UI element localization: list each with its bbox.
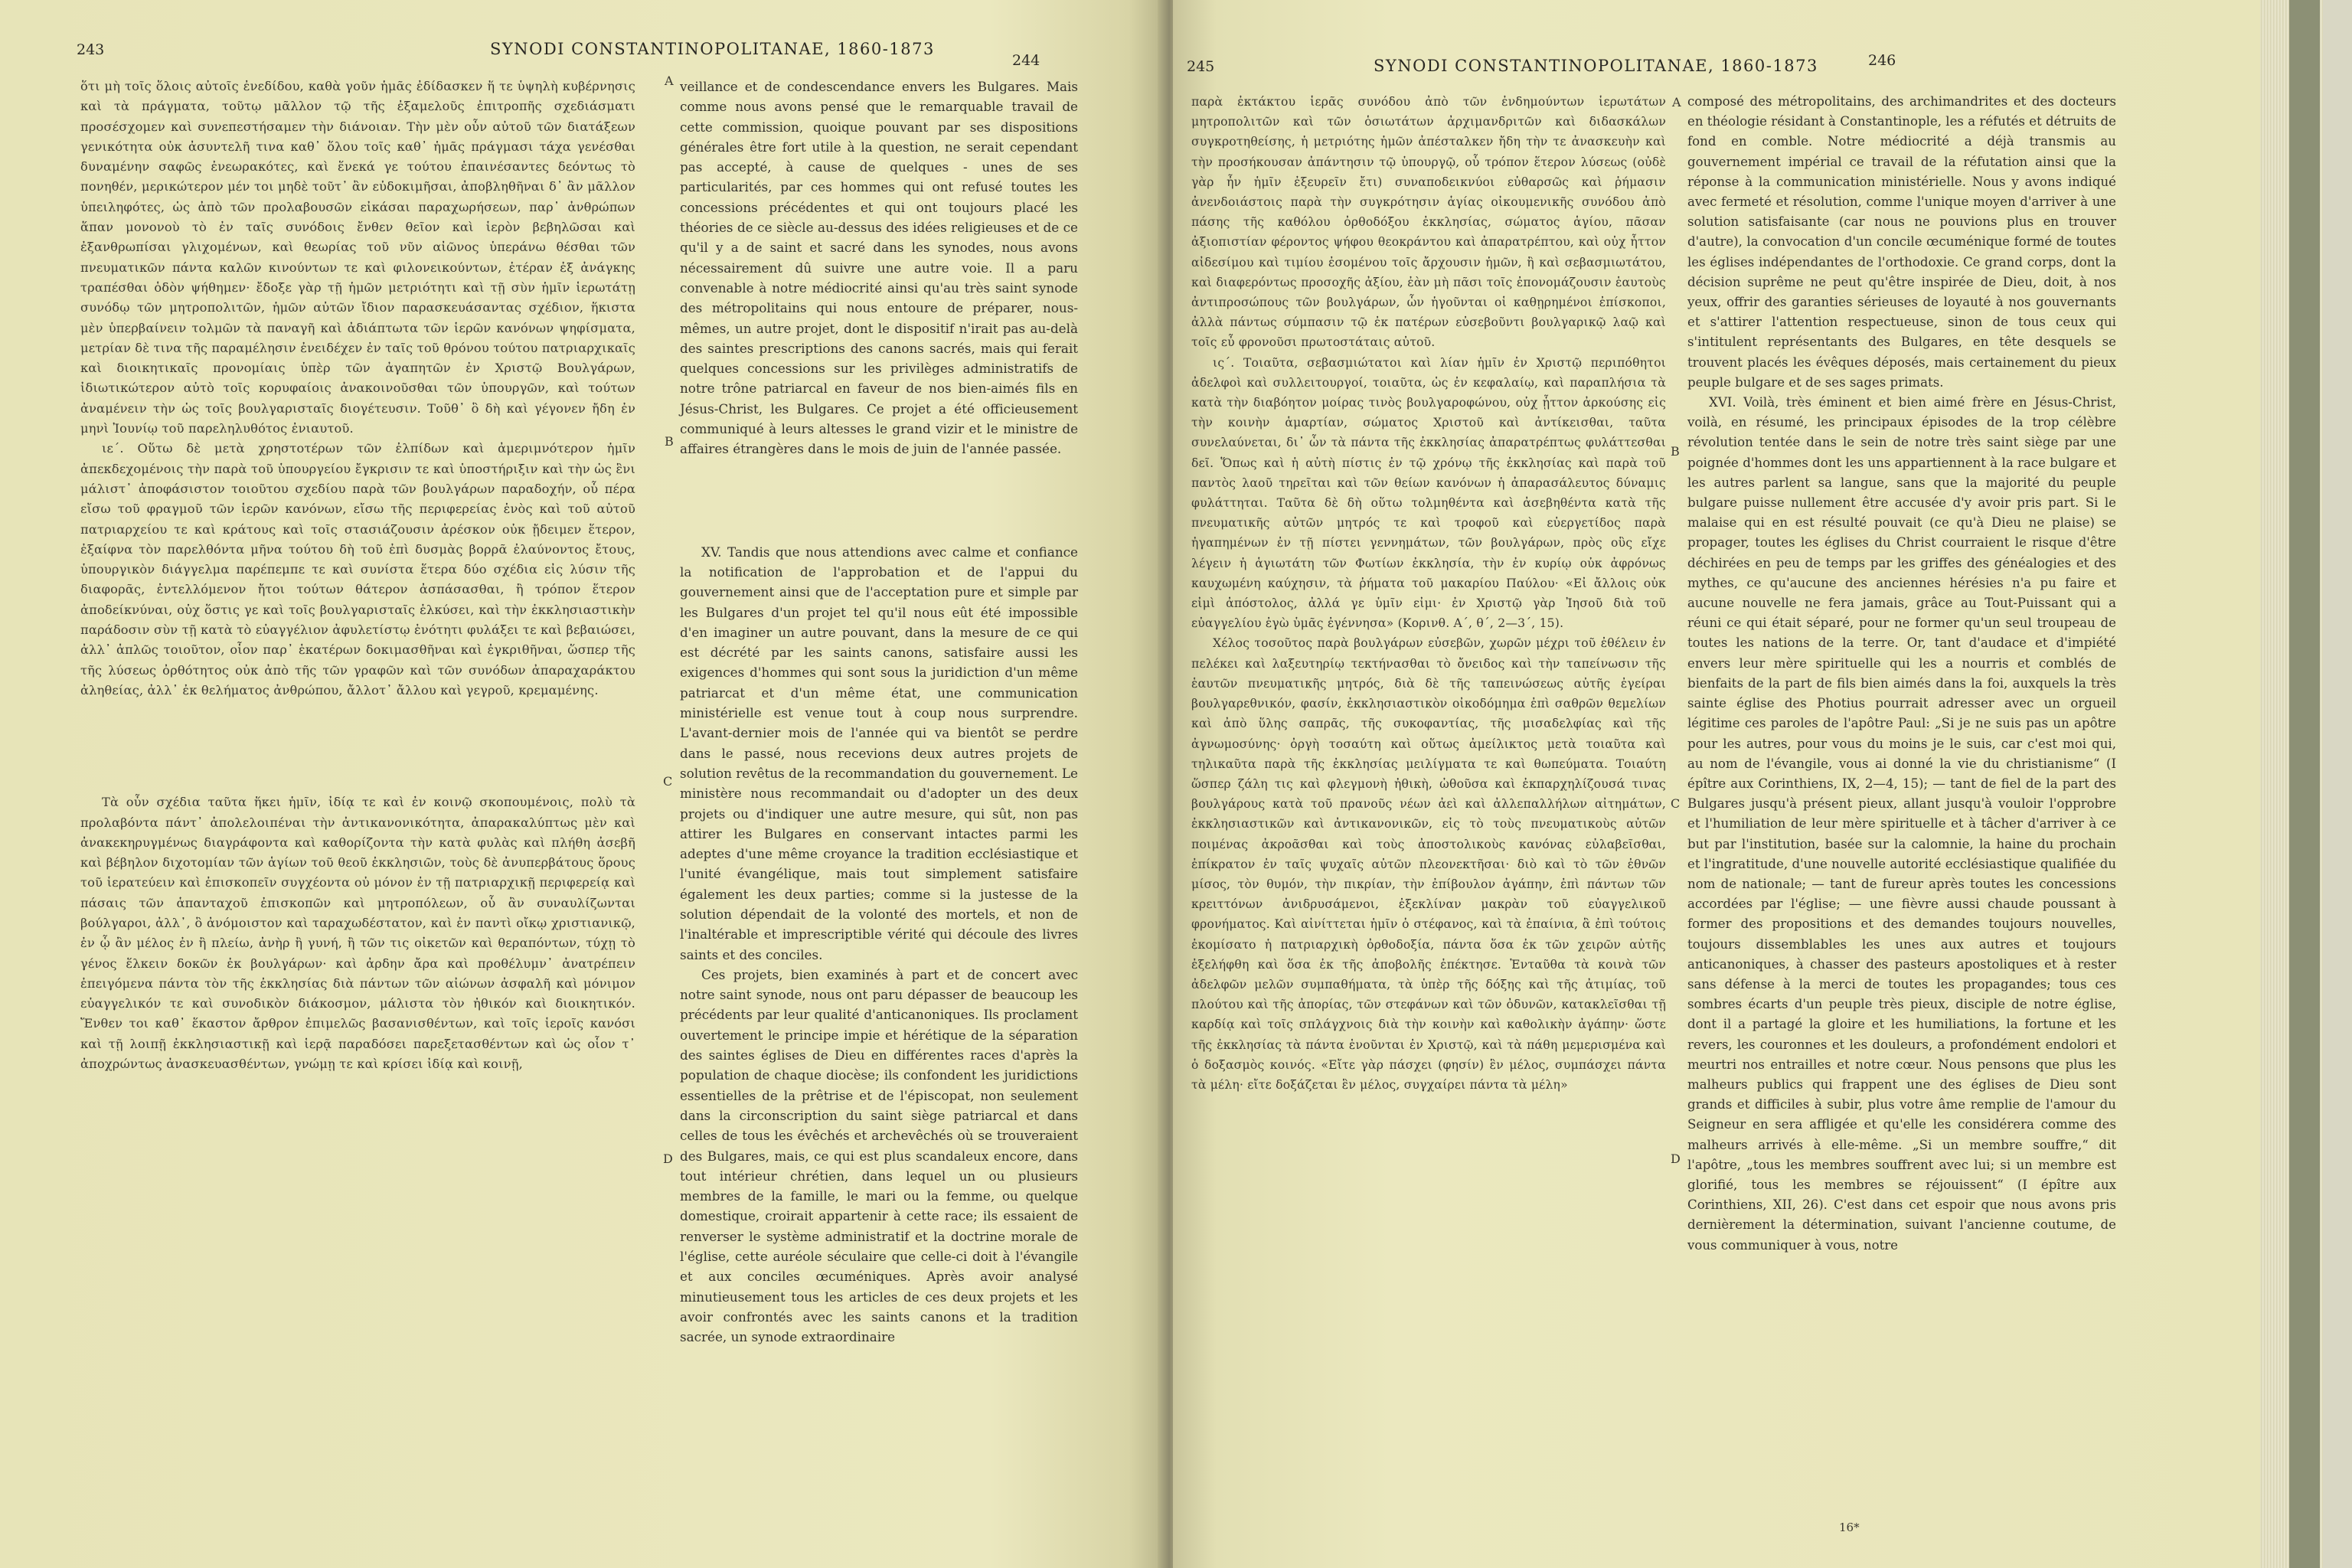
margin-mark-b: B	[665, 434, 674, 449]
french-paragraph: XV. Tandis que nous attendions avec calme et confiance la notification de l'approbation et de l'appui du gouvernement ainsi que de l'acceptation pure et simple par les Bulgares d'un projet tel qu'il nous eût été impossible d'en imaginer un autre pouvant, dans la mesure de ce qui est décrété par les saints canons, satisfaire aussi les exigences d'hommes qui sont sous la juridiction d'un même patriarcat et d'un même état, une communication ministérielle est venue tout à coup nous surprendre. L'avant-dernier mois de l'année qui va bientôt se perdre dans le passé, nous recevions deux autres projets de solution revêtus de la recommandation du gouvernement. Le ministère nous recommandait ou d'adopter un des deux projets ou d'indiquer une autre mesure, qui sût, non pas attirer les Bulgares en conservant intactes parmi les adeptes d'une même croyance la tradition ecclésiastique et l'unité évangélique, mais tout simplement satisfaire également les deux parties; comme si la justesse de la solution dépendait de la volonté des mortels, et non de l'inaltérable et imprescriptible vérité qui découle des livres saints et des conciles.	[680, 544, 1078, 962]
background-edge	[2323, 0, 2352, 1568]
greek-column-right	[1191, 92, 1666, 1095]
margin-mark-d: D	[1671, 1152, 1681, 1166]
book-cover-edge	[2289, 0, 2320, 1568]
page-number-244: 244	[1012, 52, 1040, 69]
margin-mark-a: A	[1672, 95, 1681, 109]
left-page	[0, 0, 1164, 1568]
french-column-left	[680, 77, 1078, 1348]
margin-mark-b: B	[1671, 444, 1680, 459]
page-number-246: 246	[1868, 52, 1896, 69]
right-page	[1173, 0, 2260, 1568]
margin-mark-c: C	[1671, 796, 1681, 811]
page-number-243: 243	[77, 41, 105, 58]
greek-paragraph: ιε΄. Οὕτω δὲ μετὰ χρηστοτέρων τῶν ἐλπίδων καὶ ἀμεριμνότερον ἡμῖν ἀπεκδεχομένοις τὴν παρὰ τοῦ ὑπουργείου ἔγκρισιν τε καὶ ὑποστήριξιν καὶ τὴν ὡς ἓνι μάλιστ᾽ ἀποφάσιστον τοιοῦτου σχεδίου παρὰ τῶν βουλγάρων παραδοχήν, οὗ πέρα εἴσω τοῦ φραγμοῦ τῶν ἱερῶν κανόνων, εἴσω τῆς περιφερείας ἑνὸς καὶ τοῦ αὐτοῦ πατριαρχείου τε καὶ κράτους καὶ τοῖς στασιάζουσιν ἀρέσκον οὐκ ᾔδειμεν ἕτερον, ἐξαίφνα τὸν παρελθόντα μῆνα τούτου δὴ τοῦ ἐπὶ δυσμὰς βορρᾶ ἐλαύνοντος ἔτους, ὑπουργικὸν διάγγελμα παρέπεμπε τε καὶ συνίστα ἕτερα δύο σχέδια εἰς λύσιν τῆς διαφορᾶς, ἐντελλόμενον ἤτοι τούτων θάτερον ἀσπάσασθαι, ἢ τρόπον ἕτερον ἀποδείκνύναι, οὐχ ὅστις γε καὶ τοῖς βουλγαρισταῖς ἑλκύσει, καὶ τὴν ἐκκλησιαστικὴν παράδοσιν σὺν τῇ κατὰ τὸ εὐαγγέλιον ἀφυλετίστῳ ἑνότητι φυλάξει τε καὶ βεβαιώσει, ἀλλ᾽ ἁπλῶς τοιοῦτον, οἷον παρ᾽ ἑκατέρων δοκιμασθῆναι καὶ ἐγκριθῆναι, ὥσπερ τῆς τῆς λύσεως ὀρθότητος οὐκ ἀπὸ τῆς τῶν γραφῶν καὶ τῶν συνόδων ἀπαραχαράκτου ἀληθείας, ἀλλ᾽ ἐκ θελήματος ἀνθρώπου, ἄλλοτ᾽ ἄλλου καὶ γεγροῦ, κρεμαμένης.	[80, 441, 635, 697]
french-paragraph: composé des métropolitains, des archimandrites et des docteurs en théologie résidant à Constantinople, les a réfutés et détruits de fond en comble. Notre médiocrité a déjà transmis au gouvernement impérial ce travail de la réfutation ainsi que la réponse à la communication ministérielle. Nous y avons indiqué avec fermeté et résolution, comme l'unique moyen d'arriver à une solution satisfaisante (car nous ne pouvions plus en trouver d'autre), la convocation d'un concile œcuménique formé de toutes les églises indépendantes de l'orthodoxie. Ce grand corps, dont la décision suprême ne peut qu'être inspirée de Dieu, doit, à nos yeux, offrir des garanties sérieuses de loyauté à nos gouvernants et s'attirer l'attention respectueuse, sinon de tous ceux qui s'intitulent représentants des Bulgares, en tête desquels se trouvent placés les évêques déposés, mais certainement du pieux peuple bulgare et de ses sages primats.	[1687, 94, 2116, 390]
french-paragraph: Ces projets, bien examinés à part et de concert avec notre saint synode, nous ont paru dépasser de beaucoup les précédents par leur qualité d'anticanoniques. Ils proclament ouvertement le principe impie et hérétique de la séparation des saintes églises de Dieu en différentes races d'après la population de chaque diocèse; ils confondent les juridictions essentielles de la prêtrise et de l'épiscopat, non seulement dans la circonscription du saint siège patriarcal et dans celles de tous les évêchés et archevêchés où se trouveraient des Bulgares, mais, ce qui est plus scandaleux encore, dans tout intérieur chrétien, dans lequel un ou plusieurs membres de la famille, le mari ou la femme, ou quelque domestique, croirait appartenir à cette race; ils essaient de renverser le système administratif et la doctrine morale de l'église, cette auréole séculaire que celle-ci doit à l'évangile et aux conciles œcuméniques. Après avoir analysé minutieusement tous les articles de ces deux projets et les avoir confrontés avec les saints canons et la tradition sacrée, un synode extraordinaire	[680, 966, 1078, 1345]
greek-paragraph: ὅτι μὴ τοῖς ὅλοις αὐτοῖς ἐνεδίδου, καθὰ γοῦν ἡμᾶς ἐδίδασκεν ἥ τε ὑψηλὴ κυβέρνησις καὶ τὰ πράγματα, τοῦτῳ μᾶλλον τῷ τῆς ἐξαμελοῦς ἐπιτροπῆς σχεδιάσματι προσέσχομεν καὶ συνεπεστήσαμεν τὴν διάνοιαν. Τὴν μὲν οὖν αὐτοῦ τῶν διατάξεων γενικότητα οὐκ ἀσυντελῆ τινα καθ᾽ ὅλου τοῖς καθ᾽ ἡμᾶς πράγμασι τάχα γενέσθαι δυναμένην σαφῶς ἐνεωρακότες, καὶ ἕνεκά γε τούτου ἐπαινέσαντες δεόντως τὸ πονηθέν, μερικώτερον μέν τοι μηδὲ τοῦτ᾽ ἂν εὐδοκιμῆσαι, ἀποβληθῆναι δ᾽ ἂν μᾶλλον ὑπειληφότες, ὡς ἀπὸ τῶν προλαβουσῶν εἰκάσαι παραχωρήσεων, παρ᾽ ἀνθρώπων ἅπαν μονονοὺ τὸ ἐν ταῖς συνόδοις ἔνθεν θεῖον καὶ ἱερὸν βεβηλῶσαι καὶ ἐξανθρωπίσαι γλιχομένων, καὶ θεωρίας τοῦ νῦν αἰῶνος ὑπεράνω θέσθαι τῶν πνευματικῶν πάντα καλῶν κινούντων τε καὶ φιλονεικούντων, ἑτέραν ἐξ ἀνάγκης τραπέσθαι ὁδὸν ψήθημεν· ἔδοξε γὰρ τῇ ἡμῶν μετριότητι καὶ τῇ σὺν ἡμῖν ἱερωτάτῃ συνόδῳ τῶν μητροπολιτῶν, ἡμῶν αὐτῶν ἴδιον παρασκευάσαντας σχέδιον, ἥκιστα μὲν ὑπερβαίνειν τολμῶν τὰ παναγῆ καὶ ἀδιάπτωτα τῶν ἱερῶν κανόνων ψηφίσματα, μετρίαν δὲ τινα τῆς παραμέλησιν ἐνειδέχεν ἐν ταῖς τοῦ θρόνου τούτου πατριαρχικαῖς καὶ διοικητικαῖς προνομίαις ὑπὲρ τῶν ἀγαπητῶν ἐν Χριστῷ Βουλγάρων, ἰδιωτικώτερον αὐτὸ τοῖς κορυφαίοις ἀνακοινοῦσθαι τῶν ὑπουργῶν, καὶ τούτων ἀναμένειν τὴν ὡς τοῖς βουλγαρισταῖς διογέτευσιν. Τοῦθ᾽ ὃ δὴ καὶ γέγονεν ἤδη ἐν μηνὶ Ἰουνίῳ τοῦ παρεληλυθότος ἐνιαυτοῦ.	[80, 79, 635, 436]
margin-mark-a: A	[665, 74, 674, 88]
greek-paragraph: Χέλος τοσοῦτος παρὰ βουλγάρων εὐσεβῶν, χωρῶν μέχρι τοῦ ἐθέλειν ἐν πελέκει καὶ λαξευτηρίῳ τεκτήνασθαι τὸ ὄνειδος καὶ τὴν ταπείνωσιν τῆς ἑαυτῶν πνευματικῆς μητρός, διὰ δὲ τῆς ταπεινώσεως αὐτῆς ἐγείραι βουλγαρεθνικόν, φασίν, ἐκκλησιαστικὸν οἰκοδόμημα ἐπὶ σαθρῶν θεμελίων καὶ ἀπὸ ὕλης σαπρᾶς, τῆς συκοφαντίας, τῆς μισαδελφίας καὶ τῆς ἀγνωμοσύνης· ὀργὴ τοσαύτη καὶ οὕτως ἀμείλικτος μετὰ τοιαῦτα καὶ τηλικαῦτα παρὰ τῆς ἐκκλησίας μειλίγματα τε καὶ θωπεύματα. Τοιαύτη ὥσπερ ζάλη τις καὶ φλεγμονὴ ἠθικὴ, ὠθοῦσα καὶ ἐκπαρχηλίζουσά τινας βουλγάρους κατὰ τοῦ πρανοῦς νέων ἀεὶ καὶ ἀλλεπαλλήλων αἰτημάτων, ἐκκλησιαστικῶν καὶ ἀντικανονικῶν, εἰς τὸ τοὺς πνευματικοὺς αὐτῶν ποιμένας ἀκροᾶσθαι καὶ τοὺς ἀποστολικοὺς κανόνας εὐλαβεῖσθαι, ἐπίκρατον ἐν ταῖς ψυχαῖς αὐτῶν πλεονεκτῆσαι· διὸ καὶ τὸ τῶν ἐθνῶν μίσος, τὸν θυμόν, τὴν πικρίαν, τὴν ἐπίβουλον ἀγάπην, ἐπὶ πάντων τῶν κρειττόνων ἀνιδρυσάμενοι, ἐξεκλίναν μακρὰν τοῦ εὐαγγελικοῦ φρονήματος. Καὶ αἰνίττεται ἡμῖν ὁ στέφανος, καὶ τὰ ἐπαίνια, ἃ ἐπὶ τούτοις ἐκομίσατο ἡ πατριαρχικὴ ὀρθοδοξία, πάντα ὅσα ἐκ τῶν χειρῶν αὐτῆς ἐξελήφθη καὶ ὅσα ἐκ τῆς ἀποβολῆς ἐπέκτησε. Ἐνταῦθα τὰ κοινὰ τῶν ἀδελφῶν μελῶν συμπαθήματα, τὰ ὑπὲρ τῆς δόξης καὶ τῆς ἀτιμίας, τοῦ πλούτου καὶ τῆς ἀπορίας, τῶν στεφάνων καὶ τῶν ὀδυνῶν, κατακλεῖσθαι τῇ καρδίᾳ καὶ τοῖς σπλάγχνοις διὰ τὴν κοινὴν καὶ καθολικὴν ἀγάπην· ὥστε τῆς ἐκκλησίας τὰ πάντα ἑνοῦνται ἐν Χριστῷ, καὶ τὰ πάθη μεμερισμένα καὶ ὁ δοξασμὸς κοινός. «Εἴτε γὰρ πάσχει (φησίν) ἓν μέλος, συμπάσχει πάντα τὰ μέλη· εἴτε δοξάζεται ἓν μέλος, συγχαίρει πάντα τὰ μέλη»	[1191, 636, 1666, 1092]
greek-paragraph: Τὰ οὖν σχέδια ταῦτα ἥκει ἡμῖν, ἰδίᾳ τε καὶ ἐν κοινῷ σκοπουμένοις, πολὺ τὰ προλαβόντα πάντ᾽ ἀπολελοιπέναι τὴν ἀντικανονικότητα, ἀπαρακαλύπτως μὲν καὶ ἀνακεκηρυγμένως διαγράφοντα καὶ καθορίζοντα τὴν κατὰ φυλὰς καὶ πλήθη ἀσεβῆ καὶ βέβηλον διχοτομίαν τῶν ἁγίων τοῦ θεοῦ ἐκκλησιῶν, τοὺς δὲ ἀνυπερβάτους ὅρους τοῦ ἱερατεύειν καὶ ἐπισκοπεῖν συγχέοντα οὐ μόνον ἐν τῇ πατριαρχικῇ περιφερείᾳ καὶ πάσαις τῶν ἁπανταχοῦ ἐπισκοπῶν καὶ μητροπόλεων, οὗ ἂν συναυλίζωνται βούλγαροι, ἀλλ᾽, ὃ ἀνόμοιστον καὶ ταραχωδέστατον, καὶ ἐν παντὶ οἴκῳ χριστιανικῷ, ἐν ᾧ ἂν μέλος ἐν ἢ πλείω, ἀνὴρ ἢ γυνή, ἢ τῶν τις οἰκετῶν καὶ θεραπόντων, τύχῃ τὸ γένος ἕλκειν δοκῶν ἐκ βουλγάρων· καὶ ἀρδην ἄρα καὶ προθέλυμν᾽ ἀνατρέπειν ἐπειγόμενα πάντα τὸν τῆς ἐκκλησίας διὰ πάντων τῶν αἰώνων ἀσφαλῆ καὶ μόνιμον εὐαγγελικόν τε καὶ συνοδικὸν διάκοσμον, μάλιστα τὸν ἠθικόν καὶ διοικητικόν. Ἔνθεν τοι καθ᾽ ἕκαστον ἄρθρον ἐπιμελῶς βασανισθέντων, καὶ τοῖς ἱεροῖς κανόσι καὶ τῇ λοιπῇ ἐκκλησιαστικῇ καὶ ἱερᾷ παραδόσει παρεξετασθέντων καὶ ὡς οἷον τ᾽ ἀποχρώντως ἀνασκευασθέντων, γνώμῃ τε καὶ κρίσει ἰδίᾳ καὶ κοινῇ,	[80, 795, 635, 1072]
page-number-245: 245	[1187, 58, 1215, 75]
signature-mark: 16*	[1839, 1521, 1860, 1534]
running-head-right: SYNODI CONSTANTINOPOLITANAE, 1860-1873	[1374, 57, 1818, 75]
french-paragraph: veillance et de condescendance envers les Bulgares. Mais comme nous avons pensé que le remarquable travail de cette commission, quoique pouvant par ses dispositions générales être fort utile à la question, ne serait cependant pas accepté, à cause de quelques - unes de ses particularités, par ces hommes qui ont refusé toutes les concessions précédentes et qui ont toujours placé les théories de ce siècle au-dessus des idées religieuses et de ce qu'il y a de saint et sacré dans les synodes, nous avons nécessairement dû suivre une autre voie. Il a paru convenable à notre médiocrité ainsi qu'au très saint synode des métropolitains qui nous entoure de préparer, nous-mêmes, un autre projet, dont le dispositif n'irait pas au-delà des saintes prescriptions des canons sacrés, mais qui ferait quelques concessions sur les privilèges administratifs de notre trône patriarcal en faveur de nos bien-aimés fils en Jésus-Christ, les Bulgares. Ce projet a été officieusement communiqué à leurs altesses le grand vizir et le ministre de affaires étrangères dans le mois de juin de l'année passée.	[680, 79, 1078, 457]
page-edge-stack	[2260, 0, 2352, 1568]
margin-mark-d: D	[663, 1152, 673, 1166]
greek-paragraph: ις΄. Τοιαῦτα, σεβασμιώτατοι καὶ λίαν ἡμῖν ἐν Χριστῷ περιπόθητοι ἀδελφοὶ καὶ συλλειτουργοί, τοιαῦτα, ὡς ἐν κεφαλαίῳ, καὶ παραπλήσια τὰ κατὰ τὴν διαβόητον μοίρας τινὸς βουλγαροφώνου, οὐχ ᾗττον ἀρκούσης εἰς τὴν κοινὴν ἁμαρτίαν, σώματος Χριστοῦ καὶ ἀντίκεισθαι, ταῦτα συνελαύνεται, δι᾽ ὧν τὰ πάντα τῆς ἐκκλησίας ἀπαρατρέπτως φυλάττεσθαι δεῖ. Ὅπως καὶ ἡ αὐτὴ πίστις ἐν τῷ χρόνῳ τῆς ἐκκλησίας καὶ παρὰ τοῦ παντὸς λαοῦ τηρεῖται καὶ τῶν θείων κανόνων ἡ ἀπαρασάλευτος δύναμις φυλάττηται. Ταῦτα δὲ δὴ οὕτω τολμηθέντα καὶ ἀσεβηθέντα κατὰ τῆς πνευματικῆς αὐτῶν μητρός τε καὶ τροφοῦ καὶ εὐεργετίδος παρὰ ἠγαπημένων ἐν τῇ πίστει γεννημάτων, τῶν βουλγάρων, πρὸς οὓς εἴχε λέγειν ἡ ἁγιωτάτη τῶν Φωτίων ἐκκλησία, τὴν ἐν κυρίῳ οὐκ ἀφρόνως καυχωμένη καύχησιν, τὰ ῥήματα τοῦ μακαρίου Παύλου· «Εἰ ἄλλοις οὐκ εἰμὶ ἀπόστολος, ἀλλά γε ὑμῖν εἰμι· ἐν Χριστῷ γὰρ Ἰησοῦ διὰ τοῦ εὐαγγελίου ἐγὼ ὑμᾶς ἐγέννησα» (Κορινθ. Α΄, θ΄, 2—3΄, 15).	[1191, 355, 1666, 631]
greek-paragraph: παρὰ ἐκτάκτου ἱερᾶς συνόδου ἀπὸ τῶν ἐνδημούντων ἱερωτάτων μητροπολιτῶν καὶ τῶν ὁσιωτάτων ἀρχιμανδριτῶν καὶ διδασκάλων συγκροτηθείσης, ἡ μετριότης ἡμῶν ἀπέσταλκεν ἤδη τὴν τε ἀνασκευὴν καὶ τὴν προσήκουσαν ἀπάντησιν τῷ ὑπουργῷ, οὗ τρόπον ἕτερον λύσεως (οὐδὲ γὰρ ἦν ἡμῖν ἐξευρεῖν ἔτι) συναποδεικνύοι εὐθαρσῶς καὶ ῥήμασιν ἀνενδοιάστοις παρὰ τὴν συγκρότησιν ἁγίας οἰκουμενικῆς συνόδου ἀπὸ πάσης τῆς καθόλου ὀρθοδόξου ἐκκλησίας, σώματος ἁγίου, πᾶσαν ἀξιοπιστίαν φέροντος ψήφου θεοκράντου καὶ ἀπαρατρέπτου, καὶ οὐχ ἧττον αἰδεσίμου καὶ τιμίου ἐσομένου τοῖς ἄρχουσιν ἡμῶν, ἢ καὶ σεβασμιωτάτου, καὶ διαφερόντως προσοχῆς ἀξίου, ἐὰν μὴ πᾶσι τοῖς ἐπονομάζουσιν ἑαυτοὺς ἀντιπροσώπους τῶν βουλγάρων, ὧν ἡγοῦνται οἱ καθῃρημένοι ἐπίσκοποι, ἀλλὰ πάντως σύμπασιν τῷ ἐκ πατέρων εὐσεβοῦντι βουλγαρικῷ λαῷ καὶ τοῖς εὖ φρονοῦσι πρωτοστάταις αὐτοῦ.	[1191, 95, 1666, 350]
column-gap	[80, 701, 635, 792]
margin-mark-c: C	[663, 774, 673, 789]
running-head-left: SYNODI CONSTANTINOPOLITANAE, 1860-1873	[490, 40, 935, 58]
column-gap	[680, 459, 1078, 542]
greek-column-left	[80, 77, 635, 1074]
french-column-right	[1687, 92, 2116, 1256]
french-paragraph: XVI. Voilà, très éminent et bien aimé frère en Jésus-Christ, voilà, en résumé, les principaux épisodes de la trop célèbre révolution tentée dans le sein de notre très saint siège par une poignée d'hommes dont les uns appartiennent à la race bulgare et les autres parlent sa langue, sans que la majorité du peuple bulgare puisse nullement être accusée d'y avoir pris part. Si le malaise qui en est résulté pouvait (ce qu'à Dieu ne plaise) se propager, toutes les églises du Christ courraient le risque d'être déchirées en peu de temps par les griffes des généalogies et des mythes, ce qu'aucune des anciennes hérésies n'a pu faire et aucune nouvelle ne fera jamais, grâce au Tout-Puissant qui a réuni ce qui était séparé, pour ne former qu'un seul troupeau de toutes les nations de la terre. Or, tant d'audace et d'impiété envers leur mère spirituelle qui les a nourris et comblés de bienfaits de la part de fils bien aimés dans la foi, auxquels la très sainte église des Photius pourrait adresser avec un orgueil légitime ces paroles de l'apôtre Paul: „Si je ne suis pas un apôtre pour les autres, pour vous du moins je le suis, car c'est moi qui, au nom de l'évangile, vous ai donné la vie du christianisme“ (I épître aux Corinthiens, IX, 2—4, 15); — tant de fiel de la part des Bulgares jusqu'à présent pieux, allant jusqu'à vouloir l'opprobre et l'humiliation de leur mère spirituelle et à tâcher d'arriver à ce but par l'institution, basée sur la calomnie, la haine du prochain et l'ingratitude, d'une nouvelle autorité ecclésiastique qualifiée du nom de nationale; — tant de fureur après toutes les concessions accordées par l'église; — une fièvre aussi chaude poussant à former des propositions et des demandes toujours nouvelles, toujours dissemblables les unes aux autres et toujours anticanoniques, à chasser des pasteurs apostoliques et à rester sans défense à la merci de toutes les propagandes; tous ces sombres écarts d'un peuple très pieux, disciple de notre église, dont il a partagé la gloire et les humiliations, la fortune et les revers, les couronnes et les douleurs, a profondément endolori et meurtri nos entrailles et notre cœur. Nous pensons que plus les malheurs publics qui frappent une des églises de Dieu sont grands et difficiles à subir, plus votre âme remplie de l'amour du Seigneur en sera affligée et qu'elle les considérera comme des malheurs arrivés à elle-même. „Si un membre souffre,“ dit l'apôtre, „tous les membres souffrent avec lui; si un membre est glorifié, tous les membres se réjouissent“ (I épître aux Corinthiens, XII, 26). C'est dans cet espoir que nous avons pris dernièrement la détermination, suivant l'ancienne coutume, de vous communiquer à vous, notre	[1687, 395, 2116, 1253]
